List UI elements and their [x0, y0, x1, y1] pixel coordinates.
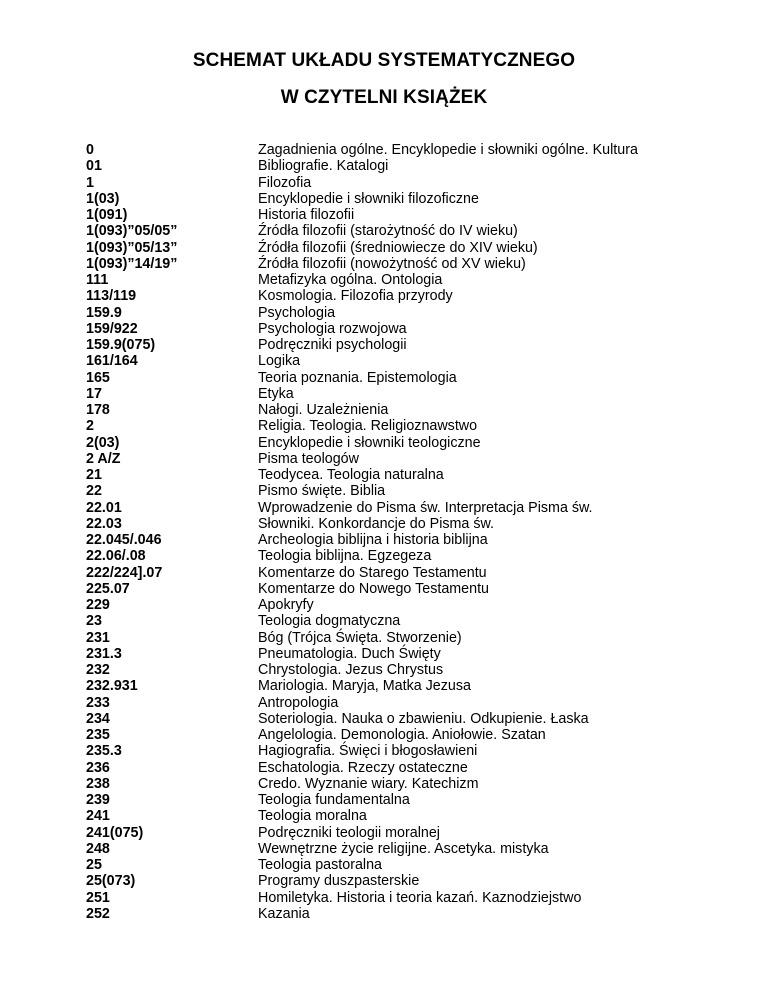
classification-description: Teologia biblijna. Egzegeza	[258, 548, 432, 565]
classification-description: Hagiografia. Święci i błogosławieni	[258, 743, 478, 760]
classification-description: Metafizyka ogólna. Ontologia	[258, 272, 443, 288]
classification-row	[86, 678, 726, 694]
classification-code: 165	[86, 369, 110, 386]
classification-row	[86, 500, 726, 516]
classification-code: 232.931	[86, 678, 138, 695]
classification-row	[86, 467, 726, 483]
classification-code: 241	[86, 808, 110, 825]
classification-code: 159/922	[86, 320, 138, 337]
classification-code: 1	[86, 174, 94, 191]
classification-code: 159.9	[86, 304, 122, 321]
classification-description: Kosmologia. Filozofia przyrody	[258, 288, 453, 305]
classification-description: Teodycea. Teologia naturalna	[258, 467, 444, 483]
classification-code: 239	[86, 792, 110, 808]
classification-code: 231	[86, 629, 110, 646]
classification-code: 22.03	[86, 515, 122, 532]
classification-description: Programy duszpasterskie	[258, 873, 420, 890]
classification-row	[86, 825, 726, 841]
classification-code: 17	[86, 385, 102, 402]
classification-code: 233	[86, 694, 110, 711]
classification-description: Słowniki. Konkordancje do Pisma św.	[258, 515, 495, 532]
classification-description: Teologia fundamentalna	[258, 792, 410, 808]
classification-code: 22.045/.046	[86, 532, 162, 548]
classification-row	[86, 873, 726, 889]
classification-row	[86, 808, 726, 824]
classification-description: Filozofia	[258, 174, 312, 191]
classification-code: 21	[86, 467, 102, 483]
classification-description: Podręczniki psychologii	[258, 337, 407, 353]
classification-description: Antropologia	[258, 694, 339, 711]
classification-code: 251	[86, 889, 110, 906]
classification-code: 0	[86, 142, 94, 158]
classification-description: Komentarze do Nowego Testamentu	[258, 580, 490, 597]
classification-row	[86, 743, 726, 759]
classification-description: Teologia pastoralna	[258, 857, 382, 873]
classification-row	[86, 191, 726, 207]
classification-description: Archeologia biblijna i historia biblijna	[258, 532, 488, 548]
classification-row	[86, 760, 726, 776]
classification-description: Mariologia. Maryja, Matka Jezusa	[258, 678, 471, 695]
classification-code: 161/164	[86, 353, 138, 370]
classification-row	[86, 158, 726, 174]
classification-description: Wewnętrzne życie religijne. Ascetyka. mistyka	[258, 840, 549, 857]
classification-description: Encyklopedie i słowniki teologiczne	[258, 434, 481, 451]
classification-description: Teoria poznania. Epistemologia	[258, 369, 457, 386]
classification-code: 231.3	[86, 645, 122, 662]
classification-description: Apokryfy	[258, 597, 314, 613]
classification-code: 159.9(075)	[86, 337, 156, 353]
classification-code: 1(093)”05/05”	[86, 223, 178, 240]
classification-code: 25(073)	[86, 873, 136, 890]
classification-row	[86, 418, 726, 434]
classification-code: 2(03)	[86, 434, 120, 451]
classification-description: Źródła filozofii (nowożytność od XV wieku)	[258, 255, 526, 272]
classification-code: 1(093)”14/19”	[86, 255, 178, 272]
classification-description: Pismo święte. Biblia	[258, 483, 386, 500]
classification-code: 238	[86, 775, 110, 792]
classification-row	[86, 857, 726, 873]
classification-row	[86, 630, 726, 646]
classification-row	[86, 565, 726, 581]
classification-code: 234	[86, 710, 110, 727]
classification-row	[86, 662, 726, 678]
classification-row	[86, 175, 726, 191]
classification-description: Teologia moralna	[258, 808, 367, 825]
classification-row	[86, 142, 726, 158]
classification-code: 235.3	[86, 743, 122, 760]
classification-code: 23	[86, 613, 102, 630]
classification-row	[86, 548, 726, 564]
classification-row	[86, 223, 726, 239]
classification-code: 22.01	[86, 499, 122, 516]
document-title-line-2: W CZYTELNI KSIĄŻEK	[280, 87, 488, 108]
classification-code: 236	[86, 759, 110, 776]
classification-code: 111	[86, 272, 109, 288]
classification-row	[86, 483, 726, 499]
classification-row	[86, 776, 726, 792]
classification-row	[86, 516, 726, 532]
classification-code: 25	[86, 857, 102, 873]
classification-row	[86, 288, 726, 304]
classification-row	[86, 435, 726, 451]
classification-row	[86, 451, 726, 467]
classification-row	[86, 906, 726, 922]
classification-row	[86, 711, 726, 727]
classification-row	[86, 532, 726, 548]
classification-description: Źródła filozofii (starożytność do IV wieku)	[258, 223, 518, 240]
classification-row	[86, 841, 726, 857]
classification-description: Źródła filozofii (średniowiecze do XIV wieku)	[258, 239, 538, 256]
classification-code: 222/224].07	[86, 564, 163, 581]
classification-code: 2	[86, 418, 94, 435]
classification-code: 1(091)	[86, 207, 128, 223]
classification-description: Logika	[258, 353, 301, 370]
classification-description: Bóg (Trójca Święta. Stworzenie)	[258, 629, 462, 646]
classification-code: 2 A/Z	[86, 450, 121, 467]
classification-description: Psychologia	[258, 304, 336, 321]
classification-code: 241(075)	[86, 824, 144, 841]
classification-row	[86, 256, 726, 272]
classification-row	[86, 370, 726, 386]
classification-row	[86, 207, 726, 223]
classification-row	[86, 597, 726, 613]
classification-code: 225.07	[86, 580, 130, 597]
classification-row	[86, 646, 726, 662]
classification-row	[86, 613, 726, 629]
classification-description: Kazania	[258, 905, 310, 922]
classification-description: Pisma teologów	[258, 450, 359, 467]
classification-row	[86, 321, 726, 337]
classification-code: 235	[86, 727, 110, 743]
classification-description: Religia. Teologia. Religioznawstwo	[258, 418, 478, 435]
classification-description: Wprowadzenie do Pisma św. Interpretacja Pisma św.	[258, 499, 593, 516]
document-title-line-1: SCHEMAT UKŁADU SYSTEMATYCZNEGO	[192, 50, 576, 71]
classification-code: 248	[86, 840, 110, 857]
classification-description: Soteriologia. Nauka o zbawieniu. Odkupienie. Łaska	[258, 710, 589, 727]
classification-description: Zagadnienia ogólne. Encyklopedie i słowniki ogólne. Kultura	[258, 142, 638, 158]
classification-description: Historia filozofii	[258, 207, 355, 223]
classification-description: Chrystologia. Jezus Chrystus	[258, 662, 444, 678]
classification-row	[86, 272, 726, 288]
classification-description: Etyka	[258, 385, 294, 402]
classification-code: 232	[86, 662, 110, 678]
classification-code: 229	[86, 597, 110, 613]
classification-code: 178	[86, 402, 110, 418]
classification-list	[86, 142, 726, 922]
classification-code: 01	[86, 158, 102, 175]
classification-row	[86, 695, 726, 711]
classification-code: 22	[86, 483, 102, 500]
classification-description: Podręczniki teologii moralnej	[258, 824, 440, 841]
classification-code: 1(093)”05/13”	[86, 239, 178, 256]
classification-description: Eschatologia. Rzeczy ostateczne	[258, 759, 468, 776]
classification-row	[86, 305, 726, 321]
classification-code: 1(03)	[86, 190, 120, 207]
classification-row	[86, 581, 726, 597]
classification-description: Homiletyka. Historia i teoria kazań. Kaznodziejstwo	[258, 889, 582, 906]
classification-description: Encyklopedie i słowniki filozoficzne	[258, 190, 479, 207]
classification-row	[86, 386, 726, 402]
classification-row	[86, 890, 726, 906]
classification-code: 22.06/.08	[86, 548, 146, 565]
classification-row	[86, 727, 726, 743]
classification-row	[86, 240, 726, 256]
classification-code: 252	[86, 905, 110, 922]
classification-description: Bibliografie. Katalogi	[258, 158, 389, 175]
classification-description: Psychologia rozwojowa	[258, 320, 407, 337]
classification-code: 113/119	[86, 288, 137, 305]
classification-row	[86, 353, 726, 369]
classification-row	[86, 792, 726, 808]
classification-row	[86, 402, 726, 418]
classification-description: Credo. Wyznanie wiary. Katechizm	[258, 775, 479, 792]
classification-description: Angelologia. Demonologia. Aniołowie. Szatan	[258, 727, 546, 743]
classification-description: Teologia dogmatyczna	[258, 613, 401, 630]
classification-description: Pneumatologia. Duch Święty	[258, 645, 441, 662]
classification-row	[86, 337, 726, 353]
classification-description: Komentarze do Starego Testamentu	[258, 564, 487, 581]
classification-description: Nałogi. Uzależnienia	[258, 402, 389, 418]
